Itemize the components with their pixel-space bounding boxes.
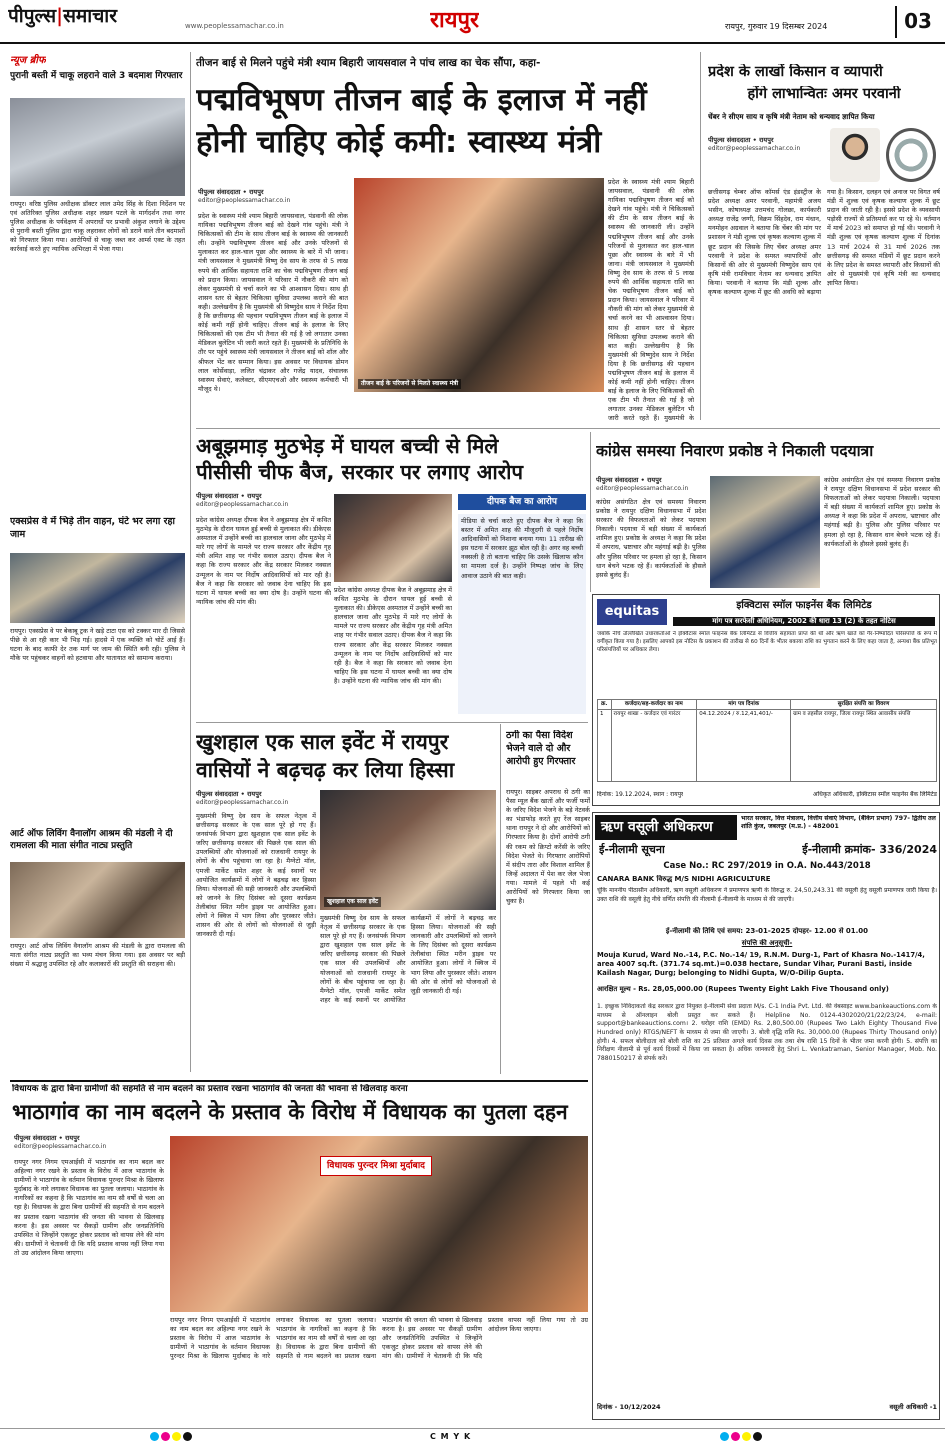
brief-3-headline: आर्ट ऑफ लिविंग वैनालॉग आश्रम की मंडली ने दी रामलला की माता संगीत नाट्य प्रस्तुति — [10, 829, 173, 852]
equitas-logo: equitas — [597, 599, 667, 625]
column-divider — [590, 432, 591, 592]
footer-bar — [0, 1428, 945, 1445]
cyan-dot-icon — [150, 1432, 159, 1441]
news-brief-tag: न्यूज ब्रीफ — [10, 55, 46, 66]
recovery-footer-date: दिनांक - 10/12/2024 — [597, 1403, 661, 1411]
black-dot-icon — [183, 1432, 192, 1441]
thagi-text: रायपुर। साइबर अपराध से ठगी का पैसा म्यूल बैंक खातों और फर्जी फर्मों के जरिए विदेश भेजने के बड़े नेटवर्क का भंडाफोड़ करते हुए रेंज साइबर थाना रायपुर ने दो और आरोपियों को गिरफ्तार किया है। दोनों आरोपी ठगी की रकम को क्रिप्टो करेंसी के जरिए विदेश भेजते थे। गिरफ्तार आरोपियों में संदीप तारा और विशाल शामिल हैं जिन्हें अदालत में पेश कर जेल भेजा गया। मामले में पहले भी कई आरोपियों को गिरफ्तार किया जा चुका है। — [506, 788, 590, 906]
cmyk-marks-left — [150, 1432, 194, 1443]
recovery-schedule-head: संपत्ति की अनुसूची- — [741, 939, 793, 947]
recovery-case-sub: CANARA BANK विरुद्ध M/S NIDHI AGRICULTURE — [597, 875, 771, 883]
tijan-byline: पीपुल्स संवाददाता • रायपुर — [198, 188, 264, 196]
brief-2-text: रायपुर। एक्सप्रेस वे पर बेकाबू ट्रक ने खड़े टाटा एस को टक्कर मार दी जिससे पीछे से आ रही कार भी भिड़ गई। हादसे में एक व्यक्ति को चोटें आई हैं। घटना के बाद काफी देर तक मार्ग पर जाम की स्थिति बनी रही। पुलिस ने मौके पर पहुंचकर वाहनों को हटवाया और यातायात को सामान्य कराया। — [10, 627, 185, 663]
parwani-subhead: चेंबर ने सीएम साय व कृषि मंत्री नेताम को धन्यवाद ज्ञापित किया — [708, 112, 875, 121]
recovery-reserve: आरक्षित मूल्य - Rs. 28,05,000.00 (Rupees Twenty Eight Lakh Five Thousand only) — [597, 985, 889, 993]
parwani-byline: पीपुल्स संवाददाता • रायपुर — [708, 136, 774, 144]
congress-byline: पीपुल्स संवाददाता • रायपुर — [596, 476, 662, 484]
recovery-title: ऋण वसूली अधिकरण — [595, 815, 737, 840]
recovery-enotice: ई-नीलामी सूचना — [599, 843, 665, 856]
newspaper-logo[interactable]: पीपुल्स|समाचार — [8, 5, 117, 27]
abujhmad-byline-block — [196, 492, 326, 509]
bhatagaon-byline-block — [14, 1134, 164, 1151]
recovery-body: चूंकि माननीय पीठासीन अधिकारी, ऋण वसूली अधिकरण ने प्रमाणपत्र ऋणी के विरुद्ध रु. 24,50,243.31 की वसूली हेतु वसूली प्रमाणपत्र जारी किया है। उक्त राशि की वसूली हेतु नीचे वर्णित संपत्ति की नीलामी ई-नीलामी के माध्यम से की जाएगी। — [597, 887, 937, 903]
equitas-col-property: सुरक्षित संपत्ति का विवरण — [791, 700, 937, 710]
parwani-headline-1: प्रदेश के लाखों किसान व व्यापारी — [708, 64, 883, 80]
cmyk-marks-right — [720, 1432, 764, 1443]
equitas-cell: 1 — [598, 710, 612, 782]
khushal-photo — [320, 790, 496, 910]
thagi-headline: ठगी का पैसा विदेश भेजने वाले दो और आरोपी हुए गिरफ्तार — [506, 730, 576, 767]
congress-text-2: कांग्रेस असंगठित क्षेत्र एवं समस्या निवारण प्रकोष्ठ ने रायपुर दक्षिण विधानसभा में प्रदेश सरकार की विफलताओं को लेकर पदयात्रा निकाली। पदयात्रा में बड़ी संख्या में कार्यकर्ता शामिल हुए। प्रकोष्ठ के अध्यक्ष ने कहा कि प्रदेश में अपराध, भ्रष्टाचार और महंगाई बढ़ी है। पुलिस और पुलिस परिवार पर हमला हो रहा है, किसान धान बेचने भटक रहे हैं। कार्यकर्ताओं के हौसले इससे बुलंद हैं। — [824, 476, 940, 548]
equitas-body: जबकि नीचे उल्लिखित उधारकर्ताओं ने इक्विटास स्मॉल फाइनेंस बैंक लिमिटेड से वित्तीय सहायता प्राप्त की थी और ऋण खाते को गैर-निष्पादित परिसंपत्ति के रूप में वर्गीकृत किया गया है। इसलिए आपको इस नोटिस के प्रकाशन की तारीख से 60 दिनों के भीतर बकाया राशि का भुगतान करने के लिए कहा जाता है, अन्यथा बैंक प्रतिभूत परिसंपत्तियों पर अधिकार लेगा। — [597, 631, 937, 653]
chamber-logo — [886, 128, 936, 182]
bhatagaon-text: रायपुर नगर निगम एमआईसी में भाठागांव का नाम बदल कर अहिल्या नगर रखने के प्रस्ताव के विरोध में आज भाठागांव के ग्रामीणों ने भाठागांव के वर्तमान विधायक पुरन्दर मिश्रा के खिलाफ मुर्दाबाद के नारे लगाकर विधायक का पुतला जलाया। भाठागांव के नागरिकों का कहना है कि भाठागांव का नाम सौ वर्षों से चला आ रहा है। विधायक के द्वारा बिना ग्रामीणों की सहमति से नाम बदलने का प्रस्ताव रखना भाठागांव की जनता की भावना से खिलवाड़ करना है। इस अवसर पर सैकड़ों ग्रामीण और जनप्रतिनिधि उपस्थित थे जिन्होंने एकजुट होकर प्रस्ताव को वापस लेने की मांग की। ग्रामीणों ने चेतावनी दी कि यदि प्रस्ताव वापस नहीं लिया गया तो उग्र आंदोलन किया जाएगा। — [14, 1158, 164, 1257]
khushal-headline-2: वासियों ने बढ़चढ़ कर लिया हिस्सा — [196, 758, 455, 782]
cmyk-label: C M Y K — [430, 1432, 472, 1441]
parwani-headline-2: होंगे लाभान्वितः अमर परवानी — [747, 86, 901, 102]
abujhmad-side-text: मीडिया से चर्चा करते हुए दीपक बैज ने कहा कि बस्तर में अमित शाह की मौजूदगी से पहले निर्दोष आदिवासियों को निशाना बनाया गया। 11 तारीख की इस घटना में सरकार झूठ बोल रही है। अगर वह बच्ची नक्सली है तो बताना चाहिए कि उसके खिलाफ कौन सा मामला दर्ज है। उन्होंने निष्पक्ष जांच के लिए आवाज उठाने की बात कही। — [458, 514, 586, 714]
khushal-email[interactable]: editor@peoplessamachar.co.in — [196, 798, 289, 806]
equitas-subtitle: मांग पत्र सरफेसी अधिनियम, 2002 की धारा 13 (2) के तहत नोटिस — [673, 617, 935, 626]
recovery-address: भारत सरकार, वित्त मंत्रालय, वित्तीय सेवाएं विभाग, (बैंकिंग प्रभाग) 797- द्वितीय तल शांति कुंज, जबलपुर (म.प्र.) - 482001 — [741, 815, 936, 831]
recovery-notice — [592, 812, 940, 1420]
yellow-dot-icon — [172, 1432, 181, 1441]
tijan-photo-caption: तीजन बाई के परिजनों से मिलते स्वास्थ्य मंत्री — [358, 379, 461, 389]
congress-headline: कांग्रेस समस्या निवारण प्रकोष्ठ ने निकाली पदयात्रा — [596, 442, 874, 460]
khushal-photo-caption: खुशहाल एक साल इवेंट — [324, 897, 381, 907]
section-rule — [196, 722, 588, 723]
parwani-email[interactable]: editor@peoplessamachar.co.in — [708, 144, 801, 152]
recovery-date-line: ई-नीलामी की तिथि एवं समय: 23-01-2025 दोपहर- 12.00 से 01.00 — [665, 927, 869, 935]
section-rule — [196, 428, 940, 429]
parwani-portrait — [830, 128, 880, 182]
khushal-byline: पीपुल्स संवाददाता • रायपुर — [196, 790, 262, 798]
tijan-kicker: तीजन बाई से मिलने पहुंचे मंत्री श्याम बिहारी जायसवाल ने पांच लाख का चेक सौंपा, कहा- — [196, 57, 541, 69]
recovery-property: Mouja Kurud, Ward No.-14, P.C. No.-14/ 19, R.N.M. Durg-1, Part of Khasra No.-1417/4, area 4007 sq.ft. (371.74 sq.mt.)=0.038 hectare, Sundar Vihar, Purani Basti, inside Kailash Nagar, Durg; belonging to Nidhi Gupta, W/O-Dilip Gupta. — [597, 951, 925, 978]
parwani-text: छत्तीसगढ़ चेम्बर ऑफ कॉमर्स एंड इंडस्ट्रीज के प्रदेश अध्यक्ष अमर परवानी, महामंत्री अजय भसीन, कोषाध्यक्ष उत्तमचंद गोलछा, कार्यकारी अध्यक्ष राजेंद्र जग्गी, विक्रम सिंहदेव, राम मंधान, मनमोहन अग्रवाल ने बताया कि चेंबर की मांग पर प्रशासन ने मंडी शुल्क एवं कृषक कल्याण शुल्क में छूट प्रदान की जिसके लिए चेंबर अध्यक्ष अमर परवानी ने प्रदेश के समस्त व्यापारियों और किसानों की ओर से मुख्यमंत्री विष्णुदेव साय एवं कृषि मंत्री रामविचार नेताम का धन्यवाद ज्ञापित किया। परवानी ने बताया कि मंडी शुल्क और कृषक कल्याण शुल्क में छूट की अवधि को बढ़ाया गया है। किसान, दलहन एवं अनाज पर विगत वर्ष मंडी में शुल्क एवं कृषक कल्याण शुल्क में छूट प्रदान की जाती रही है। इससे प्रदेश के व्यवसायी पड़ोसी राज्यों से प्रतिस्पर्धा कर पा रहे थे। वर्तमान में मार्च 2023 को समाप्त हो गई थी। परवानी ने मंडी शुल्क एवं कृषक कल्याण शुल्क में दिनांक 13 मार्च 2024 से 31 मार्च 2026 तक छत्तीसगढ़ की समस्त मंडियों में छूट प्रदान करने के लिए प्रदेश के समस्त व्यापारी और किसानों की ओर से मुख्यमंत्री एवं कृषि मंत्री का धन्यवाद ज्ञापित किया। — [708, 188, 940, 297]
tijan-text-col-2: प्रदेश के स्वास्थ्य मंत्री श्याम बिहारी जायसवाल, पंडवानी की लोक गायिका पद्मविभूषण तीजन बाई को देखने गांव पहुंचे। मंत्री ने चिकित्सकों की टीम के साथ तीजन बाई के स्वास्थ्य की जानकारी ली। उन्होंने पद्मविभूषण तीजन बाई और उनके परिजनों से मुलाकात कर हाल-चाल पूछा और स्वास्थ्य के बारे में भी जाना। मंत्री जायसवाल ने मुख्यमंत्री विष्णु देव साय के तरफ से 5 लाख रुपये की आर्थिक सहायता राशि का चेक पद्मविभूषण तीजन बाई को प्रदान किया। जायसवाल ने परिवार में नौकरी की मांग को लेकर मुख्यमंत्री से चर्चा करने का भी आश्वासन दिया। साथ ही शासन स्तर से बेहतर चिकित्सा सुविधा उपलब्ध कराने की बात कही। उल्लेखनीय है कि मुख्यमंत्री श्री विष्णुदेव साय ने निर्देश दिया है कि छत्तीसगढ़ की पहचान पद्मविभूषण तीजन बाई के इलाज में कोई कमी नहीं होनी चाहिए। तीजन बाई के इलाज के लिए चिकित्सकों की एक टीम भी तैनात की गई है जो लगातार उनका मेडिकल बुलेटिन भी जारी करते रहते हैं। मुख्यमंत्री के — [608, 178, 694, 423]
brief-2-photo — [10, 553, 185, 623]
abujhmad-byline: पीपुल्स संवाददाता • रायपुर — [196, 492, 262, 500]
congress-byline-block — [596, 476, 706, 493]
magenta-dot-icon — [731, 1432, 740, 1441]
bhatagaon-headline: भाठागांव का नाम बदलने के प्रस्ताव के विरोध में विधायक का पुतला दहन — [12, 1100, 568, 1124]
equitas-col-no: क्र. — [598, 700, 612, 710]
abujhmad-text: प्रदेश कांग्रेस अध्यक्ष दीपक बैज ने अबूझमाड़ क्षेत्र में कथित मुठभेड़ के दौरान घायल हुई बच्ची से मुलाकात की। डीकेएस अस्पताल में उन्होंने बच्ची का हालचाल जाना और मुठभेड़ में मारे गए लोगों के मामले पर राज्य सरकार और केंद्रीय गृह मंत्री अमित शाह पर गंभीर सवाल उठाए। दीपक बैज ने कहा कि राज्य सरकार और केंद्र सरकार मिलकर नक्सल उन्मूलन के नाम पर निर्दोष आदिवासियों को मार रही है। बैज ने कहा कि सरकार को जवाब देना चाहिए कि इस घटना में घायल बच्ची का क्या दोष है। उन्होंने घटना की न्यायिक जांच की मांग की। — [196, 516, 331, 606]
equitas-footer-date: दिनांक: 19.12.2024, स्थान : रायपुर — [597, 791, 684, 798]
abujhmad-text-2: प्रदेश कांग्रेस अध्यक्ष दीपक बैज ने अबूझमाड़ क्षेत्र में कथित मुठभेड़ के दौरान घायल हुई बच्ची से मुलाकात की। डीकेएस अस्पताल में उन्होंने बच्ची का हालचाल जाना और मुठभेड़ में मारे गए लोगों के मामले पर राज्य सरकार और केंद्रीय गृह मंत्री अमित शाह पर गंभीर सवाल उठाए। दीपक बैज ने कहा कि राज्य सरकार और केंद्र सरकार मिलकर नक्सल उन्मूलन के नाम पर निर्दोष आदिवासियों को मार रही है। बैज ने कहा कि सरकार को जवाब देना चाहिए कि इस घटना में घायल बच्ची का क्या दोष है। उन्होंने घटना की न्यायिक जांच की मांग की। — [334, 586, 452, 685]
equitas-title: इक्विटास स्मॉल फाइनेंस बैंक लिमिटेड — [736, 600, 872, 611]
recovery-case: Case No.: RC 297/2019 in O.A. No.443/2018 — [663, 861, 871, 871]
column-divider — [190, 52, 191, 1072]
abujhmad-headline-2: पीसीसी चीफ बैज, सरकार पर लगाए आरोप — [196, 460, 524, 484]
khushal-byline-block — [196, 790, 316, 807]
abujhmad-photo — [334, 494, 452, 582]
congress-text: कांग्रेस असंगठित क्षेत्र एवं समस्या निवारण प्रकोष्ठ ने रायपुर दक्षिण विधानसभा में प्रदेश सरकार की विफलताओं को लेकर पदयात्रा निकाली। पदयात्रा में बड़ी संख्या में कार्यकर्ता शामिल हुए। प्रकोष्ठ के अध्यक्ष ने कहा कि प्रदेश में अपराध, भ्रष्टाचार और महंगाई बढ़ी है। पुलिस और पुलिस परिवार पर हमला हो रहा है, किसान धान बेचने भटक रहे हैं। कार्यकर्ताओं के हौसले इससे बुलंद हैं। — [596, 498, 706, 579]
congress-photo — [710, 476, 820, 588]
tijan-photo — [354, 178, 604, 392]
abujhmad-email[interactable]: editor@peoplessamachar.co.in — [196, 500, 289, 508]
khushal-text: मुख्यमंत्री विष्णु देव साय के सफल नेतृत्व में छत्तीसगढ़ सरकार के एक साल पूरे हो गए हैं। जनसंपर्क विभाग द्वारा खुशहाल एक साल इवेंट के जरिए छत्तीसगढ़ सरकार की पिछले एक साल की उपलब्धियों और योजनाओं को राजधानी रायपुर के लोगों के बीच पहुंचाया जा रहा है। मैग्नेटो मॉल, एमजी मार्केट समेत शहर के कई स्थानों पर आयोजित कार्यक्रमों में लोगों ने बढ़चढ़ कर हिस्सा लिया। योजनाओं की सही जानकारी और उपलब्धियों को जानने के लिए दिसंबर को दूसरा कार्यक्रम तेलीबांधा स्थित मरीन ड्राइव पर आयोजित हुआ। लोगों ने क्विज में भाग लिया और पुरस्कार जीते। शासन की ओर से लोगों को योजनाओं से जुड़ी जानकारी दी गई। — [196, 812, 316, 939]
tijan-headline-2: होनी चाहिए कोई कमी: स्वास्थ्य मंत्री — [196, 124, 602, 160]
edition-city: रायपुर — [430, 8, 479, 33]
tijan-text-col: प्रदेश के स्वास्थ्य मंत्री श्याम बिहारी जायसवाल, पंडवानी की लोक गायिका पद्मविभूषण तीजन बाई को देखने गांव पहुंचे। मंत्री ने चिकित्सकों की टीम के साथ तीजन बाई के स्वास्थ्य की जानकारी ली। उन्होंने पद्मविभूषण तीजन बाई और उनके परिजनों से मुलाकात कर हाल-चाल पूछा और स्वास्थ्य के बारे में भी जाना। मंत्री जायसवाल ने मुख्यमंत्री विष्णु देव साय के तरफ से 5 लाख रुपये की आर्थिक सहायता राशि का चेक पद्मविभूषण तीजन बाई को प्रदान किया। जायसवाल ने परिवार में नौकरी की मांग को लेकर मुख्यमंत्री से चर्चा करने का भी आश्वासन दिया। साथ ही शासन स्तर से बेहतर चिकित्सा सुविधा उपलब्ध कराने की बात कही। उल्लेखनीय है कि मुख्यमंत्री श्री विष्णुदेव साय ने निर्देश दिया है कि छत्तीसगढ़ की पहचान पद्मविभूषण तीजन बाई के इलाज में कोई कमी नहीं होनी चाहिए। तीजन बाई के इलाज के लिए चिकित्सकों की एक टीम भी तैनात की गई है जो लगातार उनका मेडिकल बुलेटिन भी जारी करते रहते हैं। मुख्यमंत्री के प्रतिनिधि के तौर पर पहुंचे स्वास्थ्य मंत्री जायसवाल ने तीजन बाई को शॉल और श्रीफल भेंट कर सम्मान किया। इस अवसर पर विधायक डोमन लाल कोर्सेवाड़ा, ललित चंद्राकर और गजेंद्र यादव, संचालक स्वास्थ्य सेवाएं, कलेक्टर, सीएमएचओ और स्वास्थ्य कर्मचारी भी मौजूद थे। — [198, 212, 348, 393]
equitas-notice — [592, 594, 940, 806]
black-dot-icon — [753, 1432, 762, 1441]
dateline: रायपुर, गुरुवार 19 दिसम्बर 2024 — [725, 22, 828, 31]
page-number: 03 — [895, 6, 939, 38]
brief-1-photo — [10, 98, 185, 196]
website-url[interactable]: www.peoplessamachar.co.in — [185, 22, 284, 30]
congress-email[interactable]: editor@peoplessamachar.co.in — [596, 484, 689, 492]
column-divider — [500, 724, 501, 1074]
equitas-col-borrower: कर्जदार/सह-कर्जदार का नाम — [611, 700, 697, 710]
abujhmad-side-tag: दीपक बैज का आरोप — [458, 494, 586, 510]
yellow-dot-icon — [742, 1432, 751, 1441]
brief-1-text: रायपुर। वरिष्ठ पुलिस अधीक्षक डॉक्टर लाल उमेद सिंह के दिशा निर्देशन पर एवं अतिरिक्त पुलिस अधीक्षक शहर लखन पटले के मार्गदर्शन तथा नगर पुलिस अधीक्षक के पर्यवेक्षण में अपराधों पर प्रभावी अंकुश लगाने के उद्देश्य से पुरानी बस्ती पुलिस द्वारा चाकू लहराकर लोगों को डराने वाले तीन बदमाशों को गिरफ्तार किया गया। आरोपियों से चाकू जब्त कर आर्म्स एक्ट के तहत कार्रवाई करते हुए न्यायिक अभिरक्षा में भेजा गया। — [10, 200, 185, 254]
tijan-headline-1: पद्मविभूषण तीजन बाई के इलाज में नहीं — [196, 82, 647, 118]
bhatagaon-banner: विधायक पुरन्दर मिश्रा मुर्दाबाद — [320, 1156, 432, 1176]
equitas-table — [597, 699, 937, 782]
column-divider — [700, 52, 701, 420]
bhatagaon-byline: पीपुल्स संवाददाता • रायपुर — [14, 1134, 80, 1142]
brief-1-headline: पुरानी बस्ती में चाकू लहराने वाले 3 बदमाश गिरफ्तार — [10, 71, 183, 81]
brief-3-text: रायपुर। आर्ट ऑफ लिविंग वैनालॉग आश्रम की मंडली के द्वारा रामलला की माता संगीत नाट्य प्रस्तुति का भव्य मंचन किया गया। इस अवसर पर बड़ी संख्या में श्रद्धालु उपस्थित रहे और कलाकारों की प्रस्तुति की सराहना की। — [10, 942, 185, 969]
parwani-byline-block — [708, 136, 818, 153]
cyan-dot-icon — [720, 1432, 729, 1441]
recovery-footer-sign: वसूली अधिकारी -1 — [889, 1403, 937, 1411]
abujhmad-headline-1: अबूझमाड़ मुठभेड़ में घायल बच्ची से मिले — [196, 434, 499, 458]
bhatagaon-text-2: रायपुर नगर निगम एमआईसी में भाठागांव का नाम बदल कर अहिल्या नगर रखने के प्रस्ताव के विरोध में आज भाठागांव के ग्रामीणों ने भाठागांव के वर्तमान विधायक पुरन्दर मिश्रा के खिलाफ मुर्दाबाद के नारे लगाकर विधायक का पुतला जलाया। भाठागांव के नागरिकों का कहना है कि भाठागांव का नाम सौ वर्षों से चला आ रहा है। विधायक के द्वारा बिना ग्रामीणों की सहमति से नाम बदलने का प्रस्ताव रखना भाठागांव की जनता की भावना से खिलवाड़ करना है। इस अवसर पर सैकड़ों ग्रामीण और जनप्रतिनिधि उपस्थित थे जिन्होंने एकजुट होकर प्रस्ताव को वापस लेने की मांग की। ग्रामीणों ने चेतावनी दी कि यदि प्रस्ताव वापस नहीं लिया गया तो उग्र आंदोलन किया जाएगा। — [170, 1316, 588, 1361]
bhatagaon-email[interactable]: editor@peoplessamachar.co.in — [14, 1142, 107, 1150]
equitas-col-date: मांग पत्र दिनांक — [697, 700, 791, 710]
bhatagaon-kicker: विधायक के द्वारा बिना ग्रामीणों की सहमति से नाम बदलने का प्रस्ताव रखना भाठागांव की जनता की भावना से खिलवाड़ करना — [12, 1084, 408, 1094]
equitas-cell: रायपुर शाखा - कर्जदार एवं गारंटर — [611, 710, 697, 782]
equitas-footer-sign: अधिकृत अधिकारी, इक्विटास स्मॉल फाइनेंस बैंक लिमिटेड — [812, 791, 937, 798]
khushal-headline-1: खुशहाल एक साल इवेंट में रायपुर — [196, 730, 449, 754]
masthead — [0, 0, 945, 44]
recovery-terms: 1. इच्छुक निविदाकर्ता केंद्र सरकार द्वारा नियुक्त ई-नीलामी सेवा प्रदाता M/s. C-1 India Pvt. Ltd. की वेबसाइट www.bankeauctions.com के माध्यम से ऑनलाइन बोली प्रस्तुत कर सकते हैं। Helpline No. 0124-4302020/21/22/23/24, e-mail: support@bankeauctions.com। 2. धरोहर राशि (EMD) Rs. 2,80,500.00 (Rupees Two Lakh Eighty Thousand Five Hundred only) RTGS/NEFT के माध्यम से जमा की जाएगी। 3. बोली वृद्धि राशि Rs. 30,000.00 (Rupees Thirty Thousand only) होगी। 4. सफल बोलीदाता को बोली राशि का 25 प्रतिशत अगले कार्य दिवस तक तथा शेष राशि 15 दिनों के भीतर जमा करनी होगी। 5. संपत्ति का निरीक्षण नीलामी से पूर्व कार्य दिवसों में किया जा सकता है। अधिक जानकारी हेतु Shri L. Venkatraman, Senior Manager, Mob. No. 7880150217 से संपर्क करें। — [597, 1003, 937, 1062]
brief-3-photo — [10, 862, 185, 938]
section-rule — [10, 1080, 588, 1082]
equitas-cell: ग्राम व तहसील रायपुर, जिला रायपुर स्थित आवासीय संपत्ति — [791, 710, 937, 782]
recovery-auction-no: ई-नीलामी क्रमांक- 336/2024 — [802, 843, 937, 856]
tijan-byline-block — [198, 188, 348, 205]
equitas-cell: 04.12.2024 / रु.12,41,401/- — [697, 710, 791, 782]
tijan-email[interactable]: editor@peoplessamachar.co.in — [198, 196, 291, 204]
khushal-text-2: मुख्यमंत्री विष्णु देव साय के सफल नेतृत्व में छत्तीसगढ़ सरकार के एक साल पूरे हो गए हैं। जनसंपर्क विभाग द्वारा खुशहाल एक साल इवेंट के जरिए छत्तीसगढ़ सरकार की पिछले एक साल की उपलब्धियों और योजनाओं को राजधानी रायपुर के लोगों के बीच पहुंचाया जा रहा है। मैग्नेटो मॉल, एमजी मार्केट समेत शहर के कई स्थानों पर आयोजित कार्यक्रमों में लोगों ने बढ़चढ़ कर हिस्सा लिया। योजनाओं की सही जानकारी और उपलब्धियों को जानने के लिए दिसंबर को दूसरा कार्यक्रम तेलीबांधा स्थित मरीन ड्राइव पर आयोजित हुआ। लोगों ने क्विज में भाग लिया और पुरस्कार जीते। शासन की ओर से लोगों को योजनाओं से जुड़ी जानकारी दी गई। — [320, 914, 496, 1004]
brief-2-headline: एक्सप्रेस वे में भिड़े तीन वाहन, घंटे भर लगा रहा जाम — [10, 516, 175, 540]
magenta-dot-icon — [161, 1432, 170, 1441]
bhatagaon-photo — [170, 1136, 588, 1312]
